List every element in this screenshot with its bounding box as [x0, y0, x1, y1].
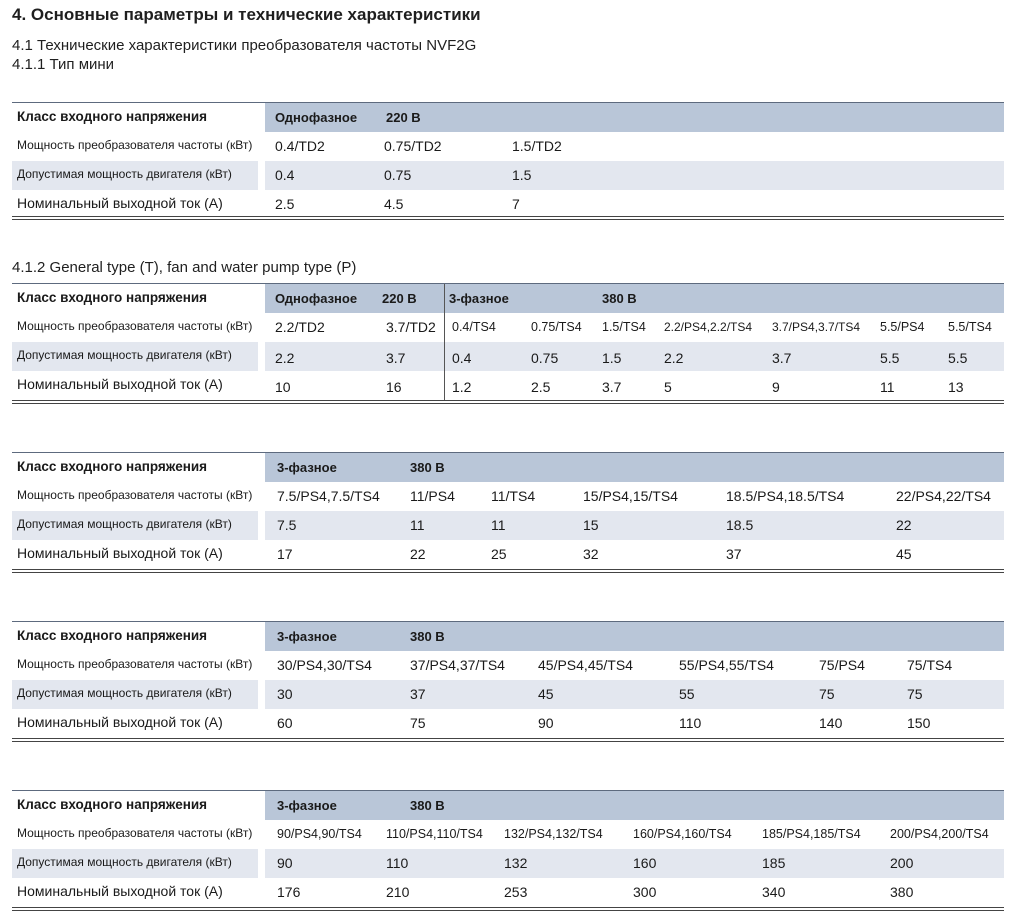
cell: 5.5/PS4 [880, 320, 925, 334]
voltage-value: 380 В [602, 291, 637, 306]
cell: 3.7/PS4,3.7/TS4 [772, 320, 861, 334]
voltage-value: 220 В [386, 110, 421, 125]
cell: 160/PS4,160/TS4 [633, 827, 732, 841]
cell: 3.7 [772, 350, 792, 366]
cell: 5.5 [948, 350, 968, 366]
cell: 11/PS4 [410, 488, 455, 504]
cell: 55 [679, 686, 695, 702]
voltage-value: 380 В [410, 629, 445, 644]
cell: 1.5/TS4 [602, 320, 646, 334]
motor-power-row [12, 849, 1004, 878]
cell: 2.2/TD2 [275, 319, 325, 335]
cell: 18.5/PS4,18.5/TS4 [726, 488, 845, 504]
cell: 55/PS4,55/TS4 [679, 657, 774, 673]
motor-power-row [12, 161, 1004, 190]
rated-current-row [12, 540, 1004, 569]
cell: 25 [491, 546, 507, 562]
cell: 185 [762, 855, 786, 871]
cell: 90/PS4,90/TS4 [277, 827, 362, 841]
cell: 4.5 [384, 196, 404, 212]
cell: 7.5/PS4,7.5/TS4 [277, 488, 380, 504]
cell: 2.5 [531, 379, 551, 395]
cell: 37/PS4,37/TS4 [410, 657, 505, 673]
voltage-value: 380 В [410, 798, 445, 813]
converter-power-row [12, 313, 1004, 342]
cell: 22/PS4,22/TS4 [896, 488, 991, 504]
header-row [12, 103, 1004, 132]
section-heading: 4. Основные параметры и технические характеристики [12, 5, 481, 24]
header-row [12, 284, 1004, 313]
converter-power-label: Мощность преобразователя частоты (кВт) [17, 138, 253, 152]
cell: 45 [538, 686, 554, 702]
cell: 15 [583, 517, 599, 533]
cell: 0.4 [275, 167, 295, 183]
cell: 185/PS4,185/TS4 [762, 827, 861, 841]
rated-current-row [12, 709, 1004, 738]
subsection-title: 4.1 Технические характеристики преобразователя частоты NVF2G [12, 37, 477, 54]
cell: 132/PS4,132/TS4 [504, 827, 603, 841]
cell: 75 [410, 715, 426, 731]
header-row [12, 622, 1004, 651]
rated-current-label: Номинальный выходной ток (А) [17, 714, 223, 730]
cell: 0.75 [384, 167, 412, 183]
cell: 37 [410, 686, 426, 702]
cell: 380 [890, 884, 914, 900]
cell: 45/PS4,45/TS4 [538, 657, 633, 673]
cell: 2.2/PS4,2.2/TS4 [664, 320, 753, 334]
motor-power-row [12, 680, 1004, 709]
cell: 5.5 [880, 350, 900, 366]
cell: 110 [386, 855, 409, 871]
cell: 15/PS4,15/TS4 [583, 488, 678, 504]
cell: 90 [538, 715, 554, 731]
cell: 140 [819, 715, 843, 731]
phase-label: 3-фазное [277, 798, 337, 813]
cell: 30/PS4,30/TS4 [277, 657, 372, 673]
motor-power-row [12, 511, 1004, 540]
spec-table-general [12, 283, 1004, 405]
cell: 18.5 [726, 517, 754, 533]
cell: 5 [664, 379, 672, 395]
cell: 253 [504, 884, 528, 900]
cell: 110/PS4,110/TS4 [386, 827, 483, 841]
cell: 1.2 [452, 379, 472, 395]
cell: 22 [896, 517, 912, 533]
header-row [12, 453, 1004, 482]
converter-power-label: Мощность преобразователя частоты (кВт) [17, 826, 253, 840]
motor-power-label: Допустимая мощность двигателя (кВт) [17, 167, 232, 181]
rated-current-row [12, 878, 1004, 907]
cell: 210 [386, 884, 410, 900]
voltage-class-label: Класс входного напряжения [17, 797, 208, 812]
voltage-value: 220 В [382, 291, 417, 306]
cell: 11/TS4 [491, 488, 536, 504]
cell: 160 [633, 855, 657, 871]
phase-label: 3-фазное [449, 291, 509, 306]
cell: 11 [491, 517, 506, 533]
subsection-general-type: 4.1.2 General type (T), fan and water pump type (P) [12, 259, 357, 276]
cell: 7.5 [277, 517, 297, 533]
cell: 90 [277, 855, 293, 871]
cell: 200/PS4,200/TS4 [890, 827, 989, 841]
voltage-class-label: Класс входного напряжения [17, 109, 208, 124]
converter-power-label: Мощность преобразователя частоты (кВт) [17, 319, 253, 333]
cell: 0.4/TD2 [275, 138, 325, 154]
converter-power-row [12, 482, 1004, 511]
cell: 9 [772, 379, 780, 395]
spec-table-mini [12, 102, 1004, 220]
header-row [12, 791, 1004, 820]
converter-power-row [12, 651, 1004, 680]
cell: 0.75/TS4 [531, 320, 582, 334]
cell: 17 [277, 546, 293, 562]
cell: 75 [907, 686, 923, 702]
motor-power-label: Допустимая мощность двигателя (кВт) [17, 686, 232, 700]
cell: 3.7 [602, 379, 622, 395]
converter-power-label: Мощность преобразователя частоты (кВт) [17, 488, 253, 502]
cell: 1.5 [602, 350, 622, 366]
cell: 75/PS4 [819, 657, 865, 673]
cell: 16 [386, 379, 402, 395]
rated-current-label: Номинальный выходной ток (А) [17, 883, 223, 899]
phase-label: 3-фазное [277, 460, 337, 475]
cell: 5.5/TS4 [948, 320, 992, 334]
cell: 32 [583, 546, 599, 562]
cell: 0.75/TD2 [384, 138, 442, 154]
cell: 1.5/TD2 [512, 138, 562, 154]
cell: 2.5 [275, 196, 295, 212]
spec-table-3phase-b [12, 621, 1004, 743]
cell: 300 [633, 884, 657, 900]
cell: 176 [277, 884, 301, 900]
cell: 11 [410, 517, 425, 533]
motor-power-label: Допустимая мощность двигателя (кВт) [17, 517, 232, 531]
phase-label: Однофазное [275, 110, 358, 125]
cell: 2.2 [275, 350, 295, 366]
voltage-value: 380 В [410, 460, 445, 475]
cell: 200 [890, 855, 914, 871]
converter-power-row [12, 820, 1004, 849]
converter-power-label: Мощность преобразователя частоты (кВт) [17, 657, 253, 671]
cell: 10 [275, 379, 291, 395]
cell: 132 [504, 855, 528, 871]
cell: 0.4/TS4 [452, 320, 496, 334]
rated-current-label: Номинальный выходной ток (А) [17, 545, 223, 561]
cell: 150 [907, 715, 931, 731]
rated-current-label: Номинальный выходной ток (А) [17, 195, 223, 211]
spec-table-3phase-c [12, 790, 1004, 912]
motor-power-label: Допустимая мощность двигателя (кВт) [17, 348, 232, 362]
motor-power-label: Допустимая мощность двигателя (кВт) [17, 855, 232, 869]
phase-label: Однофазное [275, 291, 358, 306]
phase-divider [444, 284, 445, 400]
cell: 75 [819, 686, 835, 702]
rated-current-row [12, 371, 1004, 400]
cell: 11 [880, 379, 895, 395]
voltage-class-label: Класс входного напряжения [17, 459, 208, 474]
cell: 45 [896, 546, 912, 562]
phase-label: 3-фазное [277, 629, 337, 644]
cell: 3.7/TD2 [386, 319, 436, 335]
cell: 60 [277, 715, 293, 731]
cell: 22 [410, 546, 426, 562]
motor-power-row [12, 342, 1004, 371]
subsection-mini-type: 4.1.1 Тип мини [12, 56, 115, 73]
cell: 340 [762, 884, 786, 900]
voltage-class-label: Класс входного напряжения [17, 290, 208, 305]
cell: 7 [512, 196, 520, 212]
voltage-class-label: Класс входного напряжения [17, 628, 208, 643]
spec-table-3phase-a [12, 452, 1004, 574]
converter-power-row [12, 132, 1004, 161]
rated-current-label: Номинальный выходной ток (А) [17, 376, 223, 392]
cell: 37 [726, 546, 742, 562]
cell: 3.7 [386, 350, 406, 366]
cell: 2.2 [664, 350, 684, 366]
cell: 110 [679, 715, 702, 731]
rated-current-row [12, 190, 1004, 219]
cell: 13 [948, 379, 964, 395]
cell: 0.75 [531, 350, 559, 366]
cell: 30 [277, 686, 293, 702]
cell: 1.5 [512, 167, 532, 183]
cell: 75/TS4 [907, 657, 953, 673]
cell: 0.4 [452, 350, 472, 366]
